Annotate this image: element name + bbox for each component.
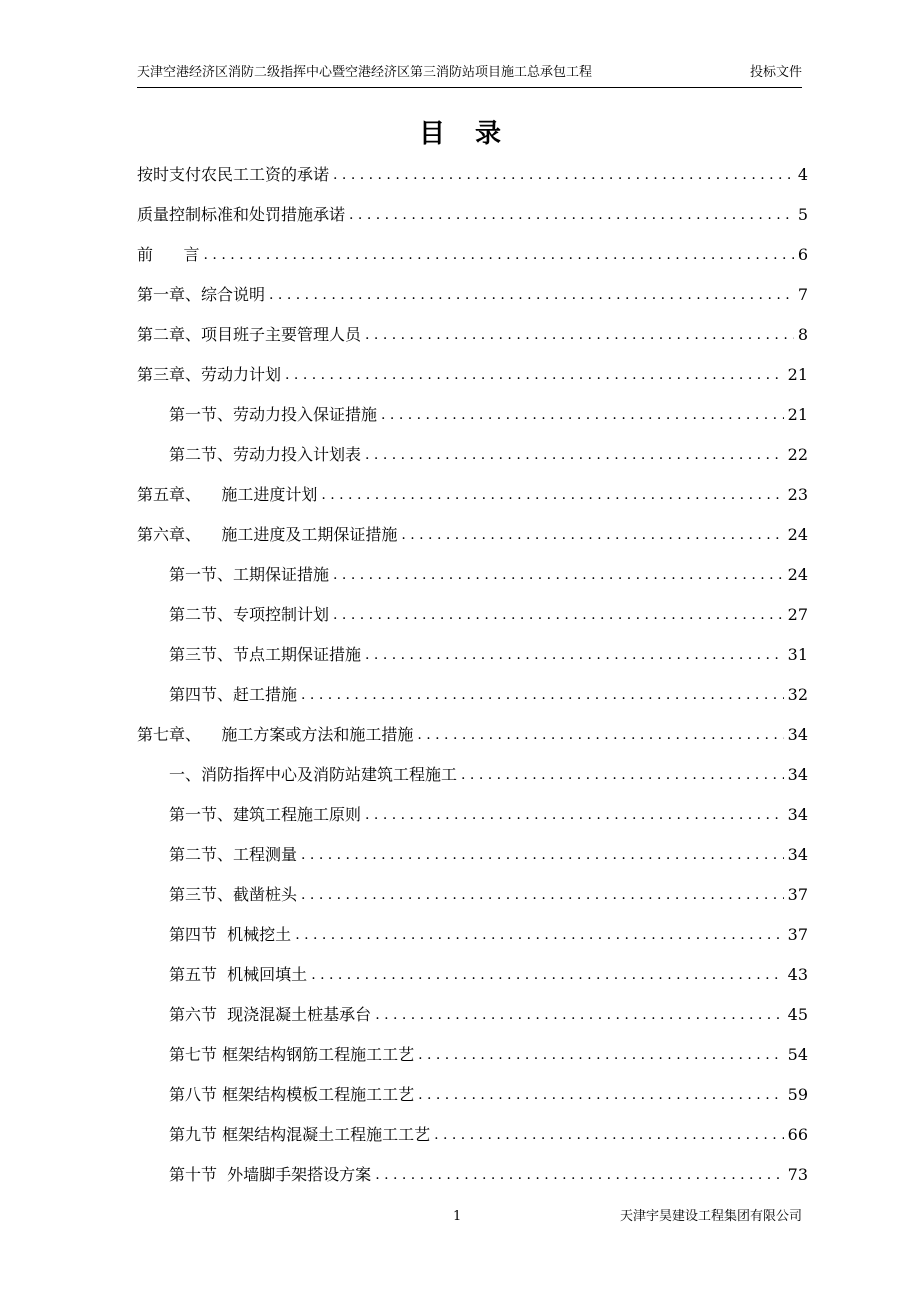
toc-entry[interactable] <box>137 195 808 235</box>
toc-entry-page: 23 <box>787 485 808 504</box>
toc-entry-page: 6 <box>797 245 808 264</box>
toc-entry-label: 第一节、工期保证措施 <box>169 565 330 584</box>
footer-company: 天津宇昊建设工程集团有限公司 <box>619 1209 802 1224</box>
toc-entry[interactable] <box>137 395 808 435</box>
toc-entry-label: 第二节、专项控制计划 <box>169 605 330 624</box>
header-project-title: 天津空港经济区消防二级指挥中心暨空港经济区第三消防站项目施工总承包工程 <box>137 65 593 80</box>
toc-entry[interactable] <box>137 755 808 795</box>
toc-entry-page: 22 <box>787 445 808 464</box>
toc-dot-leader <box>285 365 784 385</box>
toc-entry-page: 27 <box>787 605 808 624</box>
toc-entry-label: 第一节、建筑工程施工原则 <box>169 805 362 824</box>
toc-entry-page: 32 <box>787 685 808 704</box>
toc-entry-label: 第一节、劳动力投入保证措施 <box>169 405 378 424</box>
toc-entry[interactable] <box>137 995 808 1035</box>
toc-entry-page: 59 <box>787 1085 808 1104</box>
toc-title: 目录 <box>418 119 531 149</box>
toc-entry[interactable] <box>137 915 808 955</box>
toc-dot-leader <box>365 805 784 825</box>
toc-entry[interactable] <box>137 835 808 875</box>
toc-dot-leader <box>365 645 784 665</box>
toc-entry[interactable] <box>137 955 808 995</box>
toc-dot-leader <box>401 525 783 545</box>
page-footer <box>137 1207 802 1227</box>
toc-entry-label: 第五章、 施工进度计划 <box>137 485 318 504</box>
toc-dot-leader <box>333 565 784 585</box>
toc-entry-label: 第九节 框架结构混凝土工程施工工艺 <box>169 1125 431 1144</box>
toc-entry[interactable] <box>137 795 808 835</box>
toc-entry[interactable] <box>137 1035 808 1075</box>
toc-entry-label: 按时支付农民工工资的承诺 <box>137 165 330 184</box>
toc-entry[interactable] <box>137 1115 808 1155</box>
toc-entry[interactable] <box>137 475 808 515</box>
toc-dot-leader <box>301 685 784 705</box>
toc-entry[interactable] <box>137 635 808 675</box>
toc-dot-leader <box>461 765 784 785</box>
toc-entry-page: 34 <box>787 725 808 744</box>
toc-entry-page: 34 <box>787 845 808 864</box>
toc-entry-page: 66 <box>787 1125 808 1144</box>
toc-entry-label: 第四节 机械挖土 <box>169 925 292 944</box>
toc-entry[interactable] <box>137 235 808 275</box>
toc-entry[interactable] <box>137 555 808 595</box>
toc-dot-leader <box>417 725 783 745</box>
toc-entry-label: 一、消防指挥中心及消防站建筑工程施工 <box>169 765 458 784</box>
toc-entry-label: 第二章、项目班子主要管理人员 <box>137 325 362 344</box>
toc-dot-leader <box>418 1085 784 1105</box>
toc-entry-page: 21 <box>787 405 808 424</box>
toc-entry-label: 第十节 外墙脚手架搭设方案 <box>169 1165 372 1184</box>
toc-entry[interactable] <box>137 355 808 395</box>
toc-entry-label: 第八节 框架结构模板工程施工工艺 <box>169 1085 415 1104</box>
toc-entry-page: 5 <box>797 205 808 224</box>
toc-entry-label: 第二节、工程测量 <box>169 845 298 864</box>
toc-dot-leader <box>365 325 794 345</box>
toc-entry-label: 第五节 机械回填土 <box>169 965 308 984</box>
toc-entry-page: 34 <box>787 805 808 824</box>
toc-dot-leader <box>204 245 794 265</box>
toc-entry[interactable] <box>137 515 808 555</box>
footer-page-number: 1 <box>453 1209 462 1224</box>
page-header <box>137 63 802 88</box>
toc-entry-label: 第三节、截凿桩头 <box>169 885 298 904</box>
toc-entry[interactable] <box>137 875 808 915</box>
toc-entry[interactable] <box>137 595 808 635</box>
toc-entry-page: 37 <box>787 885 808 904</box>
toc-dot-leader <box>269 285 794 305</box>
toc-entry[interactable] <box>137 315 808 355</box>
toc-entry-page: 43 <box>787 965 808 984</box>
toc-dot-leader <box>301 885 784 905</box>
toc-dot-leader <box>311 965 783 985</box>
toc-entry-label: 第二节、劳动力投入计划表 <box>169 445 362 464</box>
toc-entry-label: 第七章、 施工方案或方法和施工措施 <box>137 725 414 744</box>
toc-entry[interactable] <box>137 435 808 475</box>
toc-entry-page: 73 <box>787 1165 808 1184</box>
toc-dot-leader <box>418 1045 784 1065</box>
toc-entry-label: 第六节 现浇混凝土桩基承台 <box>169 1005 372 1024</box>
toc-entry[interactable] <box>137 1155 808 1195</box>
toc-entry-page: 24 <box>787 565 808 584</box>
toc-entry[interactable] <box>137 155 808 195</box>
toc-entry[interactable] <box>137 1075 808 1115</box>
toc-dot-leader <box>349 205 794 225</box>
table-of-contents <box>137 155 808 1195</box>
toc-entry-label: 第一章、综合说明 <box>137 285 266 304</box>
toc-dot-leader <box>333 605 784 625</box>
toc-entry-label: 前 言 <box>137 245 200 264</box>
toc-entry-page: 4 <box>797 165 808 184</box>
toc-dot-leader <box>321 485 783 505</box>
toc-dot-leader <box>365 445 784 465</box>
toc-entry-page: 37 <box>787 925 808 944</box>
header-doc-type: 投标文件 <box>749 65 802 80</box>
toc-dot-leader <box>333 165 794 185</box>
toc-dot-leader <box>301 845 784 865</box>
toc-entry-page: 21 <box>787 365 808 384</box>
toc-entry-page: 34 <box>787 765 808 784</box>
toc-entry-page: 45 <box>787 1005 808 1024</box>
toc-entry[interactable] <box>137 675 808 715</box>
toc-entry-label: 第三章、劳动力计划 <box>137 365 282 384</box>
toc-entry-page: 54 <box>787 1045 808 1064</box>
toc-dot-leader <box>375 1165 783 1185</box>
toc-dot-leader <box>434 1125 784 1145</box>
toc-entry-page: 31 <box>787 645 808 664</box>
toc-entry-label: 第六章、 施工进度及工期保证措施 <box>137 525 398 544</box>
toc-entry-page: 24 <box>787 525 808 544</box>
toc-entry-label: 质量控制标准和处罚措施承诺 <box>137 205 346 224</box>
toc-entry[interactable] <box>137 275 808 315</box>
toc-entry-page: 8 <box>797 325 808 344</box>
toc-dot-leader <box>295 925 783 945</box>
toc-entry-label: 第三节、节点工期保证措施 <box>169 645 362 664</box>
toc-entry-page: 7 <box>797 285 808 304</box>
toc-entry[interactable] <box>137 715 808 755</box>
toc-entry-label: 第四节、赶工措施 <box>169 685 298 704</box>
toc-entry-label: 第七节 框架结构钢筋工程施工工艺 <box>169 1045 415 1064</box>
toc-dot-leader <box>381 405 784 425</box>
toc-dot-leader <box>375 1005 783 1025</box>
